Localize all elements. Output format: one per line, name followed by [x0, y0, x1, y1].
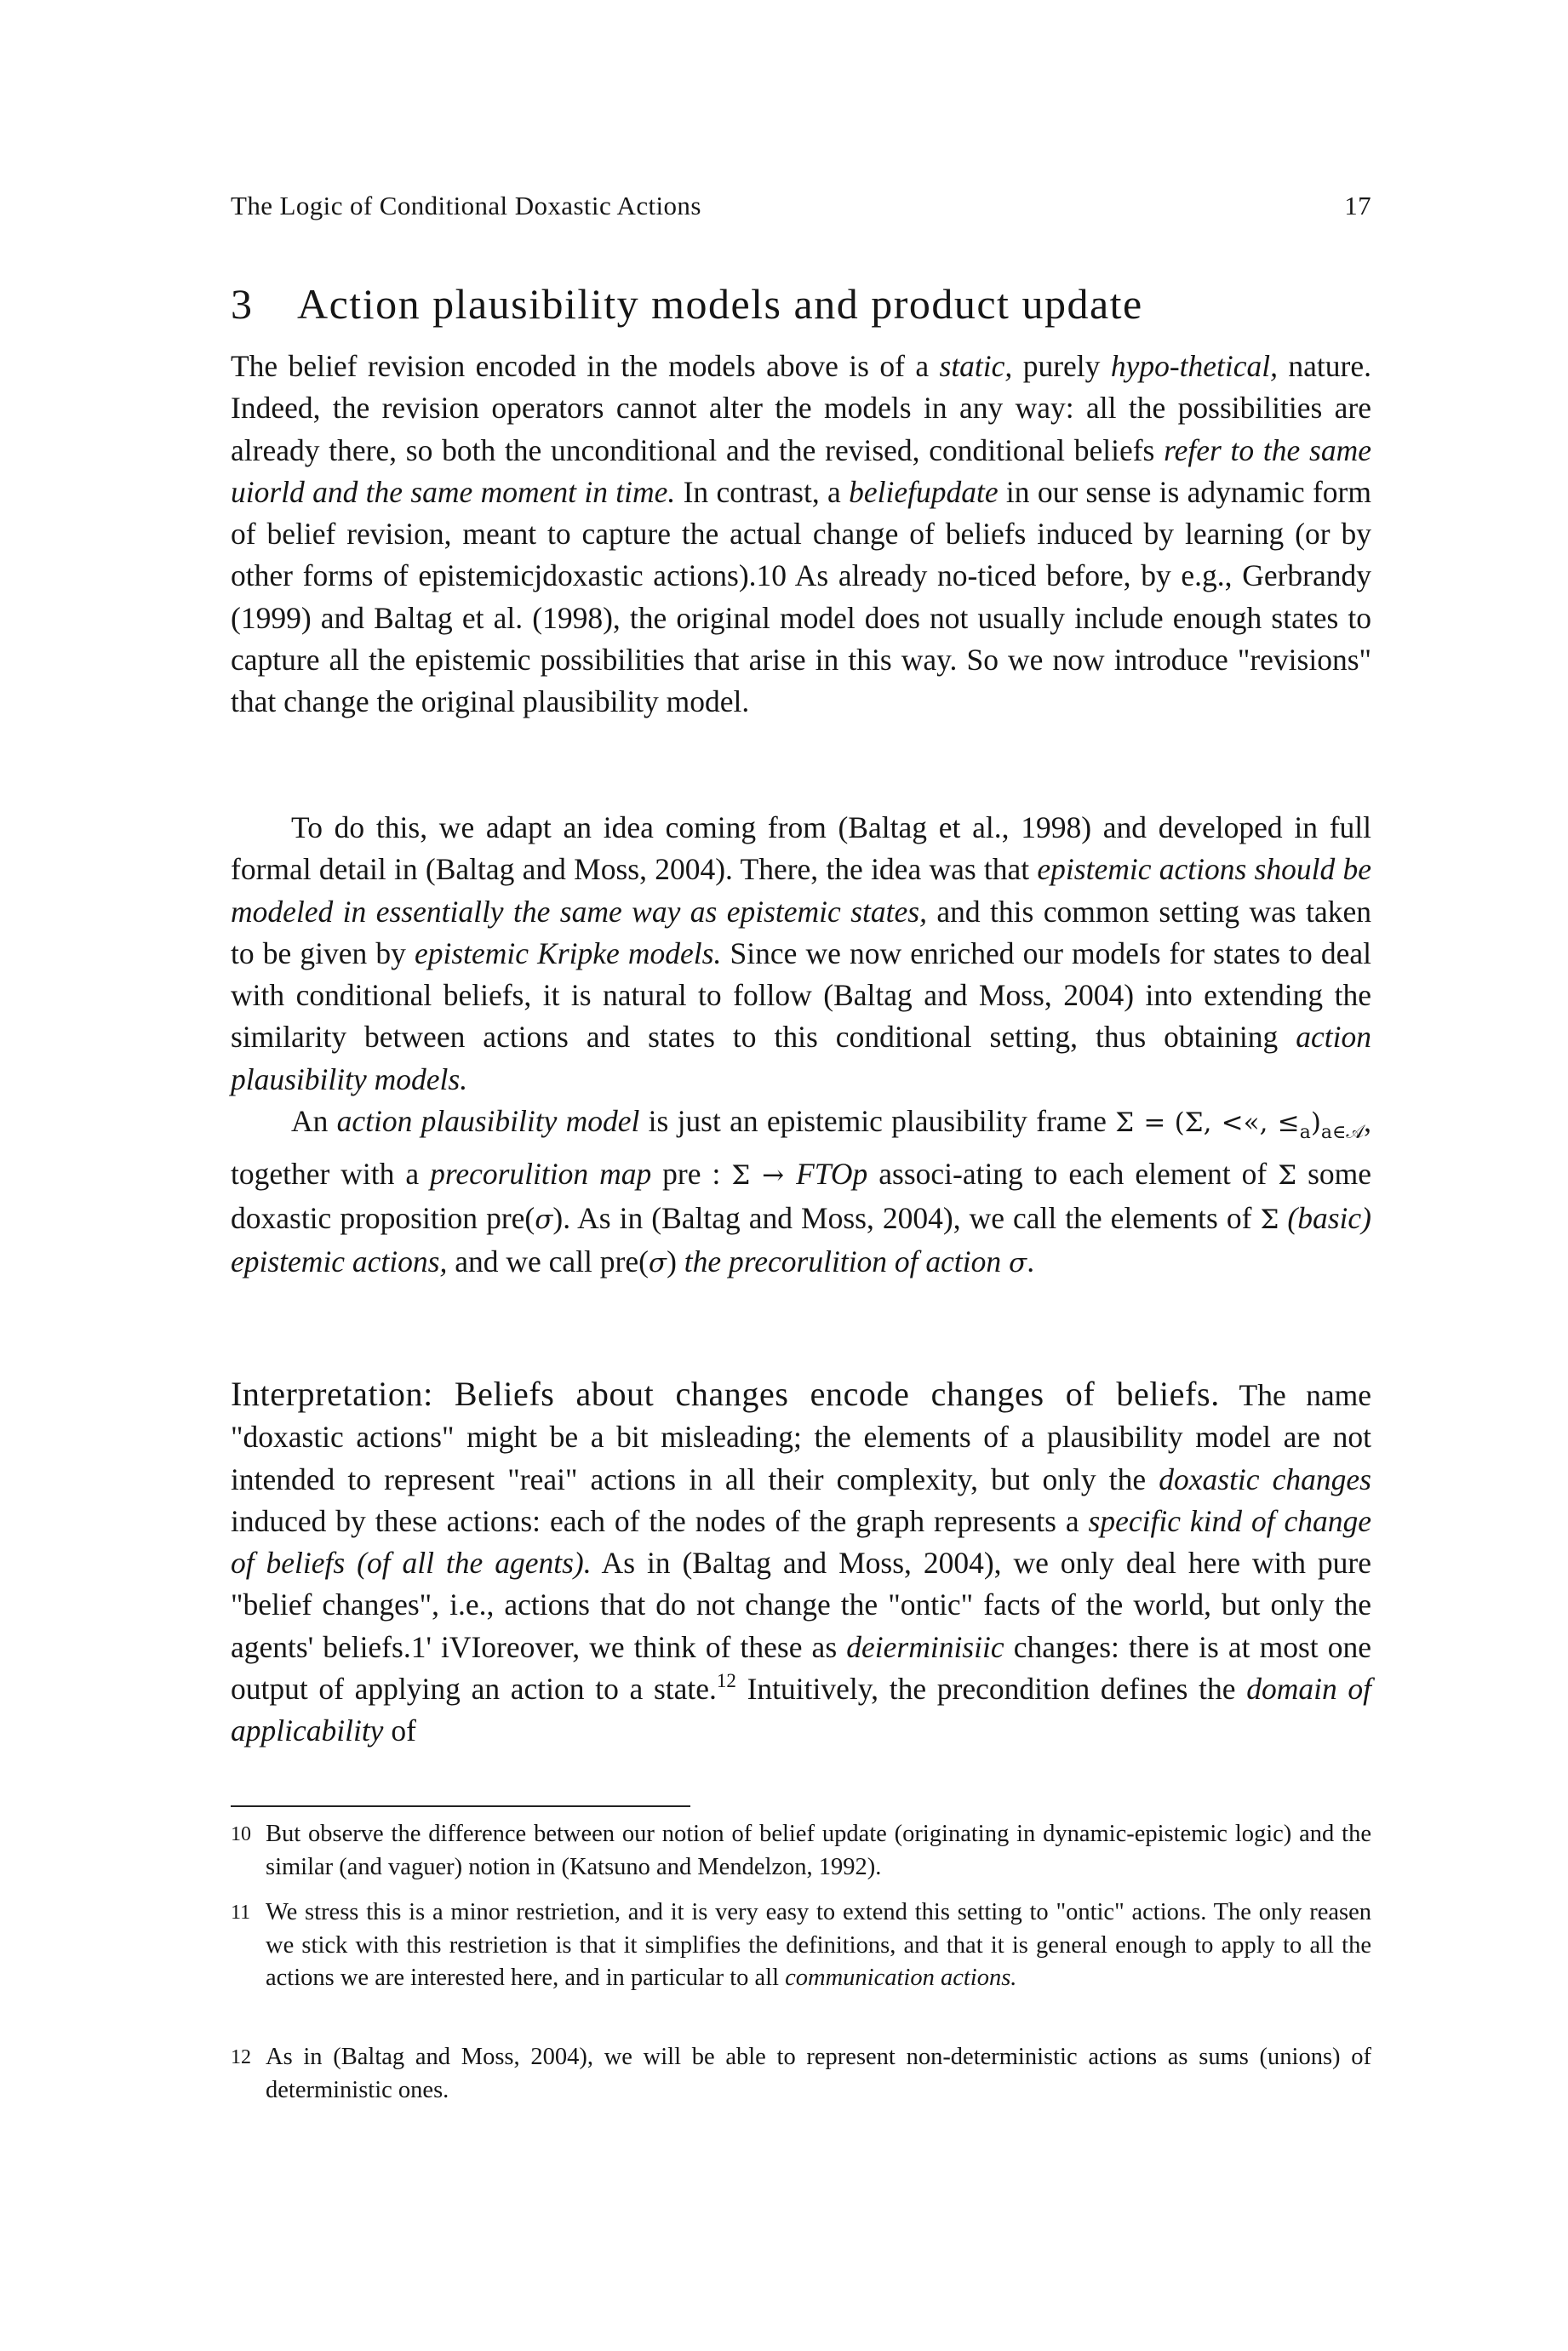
footnote-text: As in (Baltag and Moss, 2004), we will be able to represent non-deterministic actions as sums (unions) of deterministic ones.: [266, 2044, 1371, 2103]
footnote-10: [231, 1818, 1371, 1884]
text-run: pre :: [651, 1157, 732, 1192]
italic-run: FTOp: [796, 1157, 868, 1192]
footnote-rule: [231, 1805, 690, 1807]
footnote-ref[interactable]: 12: [716, 1670, 736, 1692]
text-run: induced by these actions: each of the nodes of the graph represents a: [231, 1503, 1089, 1538]
text-run: In contrast, a: [675, 474, 850, 509]
math-frame: (Σ, <«, ≤: [1174, 1107, 1300, 1138]
text-run: and this common setting was taken to be given by: [231, 894, 1372, 970]
footnote-number: 11: [231, 1902, 251, 1924]
footnote-12: [231, 2041, 1371, 2107]
footnote-body: [266, 1896, 1371, 1995]
text-run: some doxastic proposition pre(: [231, 1157, 1372, 1235]
italic-run: communication actions.: [785, 1965, 1017, 1991]
page-number: 17: [1344, 191, 1371, 220]
italic-run: epistemic actions should be modeled in essentially the same way as epistemic states,: [231, 852, 1371, 929]
italic-run: action plausibility model: [336, 1104, 640, 1138]
math-frame-close: ): [1310, 1107, 1321, 1138]
math-sigma: Σ: [1278, 1160, 1297, 1192]
text-run: The belief revision encoded in the models above is of a: [231, 349, 940, 383]
paragraph-heading: Interpretation: Beliefs about changes encode changes of beliefs.: [231, 1375, 1220, 1413]
italic-run: action plausibility models.: [231, 1020, 1371, 1096]
section-title: Action plausibility models and product update: [297, 280, 1143, 328]
text-run: To do this, we adapt an idea coming from (Baltag et al., 1998) and developed in full formal detail in (Baltag and Moss, 2004). There, the idea was that: [231, 810, 1371, 887]
footnote-number: 10: [231, 1823, 251, 1845]
math-sigma-lower: σ: [535, 1204, 553, 1235]
math-subscript: a: [1299, 1122, 1311, 1144]
paragraph-3: [231, 1101, 1371, 1284]
math-sigma: Σ: [1260, 1204, 1279, 1235]
text-run: associ-ating to each element of: [867, 1157, 1279, 1192]
italic-run: precorulition map: [430, 1157, 652, 1192]
italic-run: doxastic changes: [1159, 1462, 1371, 1496]
math-map: Σ →: [731, 1160, 797, 1192]
italic-run: beliefupdate: [849, 474, 999, 509]
text-run: ). As in (Baltag and Moss, 2004), we call the elements of: [552, 1200, 1261, 1235]
footnote-text: But observe the difference between our notion of belief update (originating in dynamic-epistemic logic) and the similar (and vaguer) notion in (Katsuno and Mendelzon, 1992).: [266, 1821, 1371, 1880]
text-run: in our sense is adynamic form of belief revision, meant to capture the actual change of beliefs induced by learning (or by other forms of epistemicjdoxastic actions).10 As already no-ticed before, by e.g., Gerbrandy (1999) and Baltag et al. (1998), the original model does not usually include enough states to capture all the epistemic possibilities that arise in this way. So we now introduce "revisions" that change the original plausibility model.: [231, 474, 1371, 719]
text-run: , together with a: [231, 1104, 1372, 1192]
italic-run: the precorulition of action: [684, 1244, 1010, 1278]
paragraph-4: [231, 1373, 1371, 1753]
math-sigma-lower: σ: [1009, 1247, 1027, 1278]
italic-run: specific kind of change of beliefs (of all the agents).: [231, 1503, 1372, 1581]
italic-run: epistemic Kripke models.: [414, 935, 722, 970]
section-heading: [231, 279, 1371, 329]
text-run: purely: [1012, 349, 1111, 383]
footnote-11: [231, 1896, 1371, 1995]
text-run: .: [1027, 1244, 1035, 1278]
text-run: and we call pre(: [447, 1244, 649, 1278]
text-run: The name "doxastic actions" might be a bit misleading; the elements of a plausibility model are not intended to represent "reai" actions in all their complexity, but only the: [231, 1378, 1371, 1496]
italic-run: hypo-thetical,: [1110, 349, 1278, 383]
text-run: nature. Indeed, the revision operators cannot alter the models in any way: all the possibilities are already there, so both the unconditional and the revised, conditional beliefs: [231, 349, 1371, 467]
footnote-text: We stress this is a minor restrietion, and it is very easy to extend this setting to "ontic" actions. The only reasen we stick with this restrietion is that it simplifies the definitions, and that it is general enough to apply to all the actions we are interested here, and in particular to all: [266, 1899, 1371, 1991]
paragraph-1: [231, 346, 1371, 724]
math-subscript: a∈𝒜: [1320, 1122, 1365, 1144]
math-sigma-def: Σ =: [1115, 1107, 1166, 1138]
text-run: An: [291, 1104, 337, 1138]
italic-run: refer to the same uiorld and the same moment in time.: [231, 432, 1371, 509]
text-run: of: [383, 1713, 416, 1748]
text-run: ): [667, 1244, 684, 1278]
italic-run: (basic) epistemic actions,: [231, 1200, 1371, 1278]
text-run: is just an epistemic plausibility frame: [639, 1104, 1116, 1138]
running-title: The Logic of Conditional Doxastic Actions: [231, 191, 701, 220]
text-run: As in (Baltag and Moss, 2004), we only deal here with pure "belief changes", i.e., actions that do not change the "ontic" facts of the world, but only the agents' beliefs.1' iVIoreover, we think of these as: [231, 1546, 1372, 1664]
paragraph-2: [231, 807, 1371, 1101]
text-run: changes: there is at most one output of applying an action to a state.: [231, 1629, 1372, 1707]
italic-run: domain of applicability: [231, 1672, 1371, 1748]
text-run: Since we now enriched our modeIs for states to deal with conditional beliefs, it is natural to follow (Baltag and Moss, 2004) into extending the similarity between actions and states to this conditional setting, thus obtaining: [231, 935, 1371, 1055]
italic-run: static,: [939, 349, 1013, 383]
text-run: Intuitively, the precondition defines the: [735, 1672, 1247, 1707]
footnote-number: 12: [231, 2046, 251, 2068]
section-number: 3: [231, 280, 254, 328]
math-sigma-lower: σ: [648, 1247, 667, 1278]
italic-run: deierminisiic: [846, 1629, 1004, 1664]
